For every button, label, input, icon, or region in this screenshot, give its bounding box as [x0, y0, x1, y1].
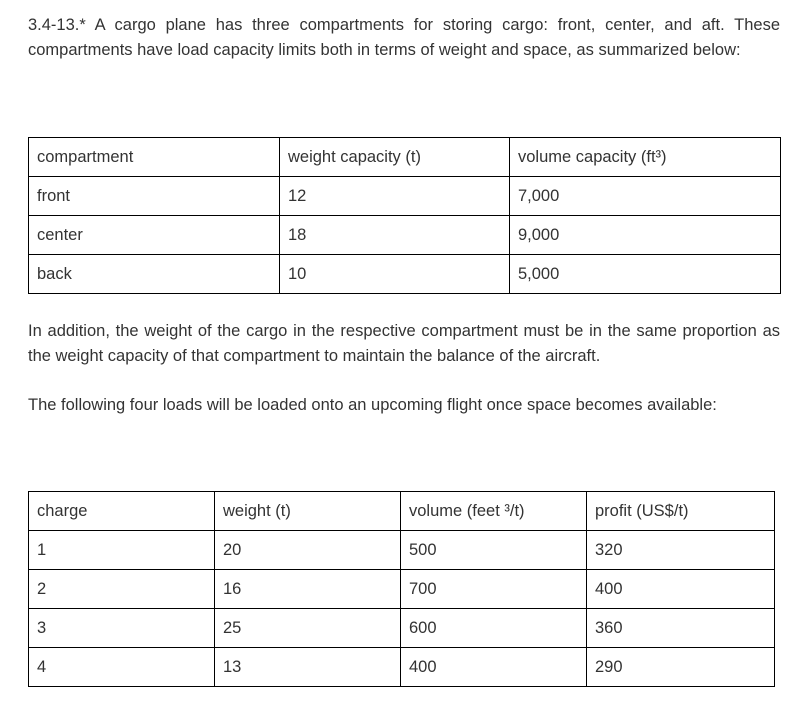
table-cell: 400: [587, 570, 775, 609]
table-cell: center: [29, 216, 280, 255]
table-row: [29, 255, 781, 294]
header-cell: weight capacity (t): [280, 138, 510, 177]
loads-table: [28, 491, 775, 687]
table-cell: 12: [280, 177, 510, 216]
table-row: [29, 609, 775, 648]
balance-paragraph: In addition, the weight of the cargo in the respective compartment must be in the same proportion as the weight capacity of that compartment to maintain the balance of the aircraft.: [28, 322, 780, 365]
table-cell: 4: [29, 648, 215, 687]
table-cell: 16: [215, 570, 401, 609]
table-cell: 20: [215, 531, 401, 570]
table-cell: 18: [280, 216, 510, 255]
table-cell: 600: [401, 609, 587, 648]
table-header-row: [29, 138, 781, 177]
header-cell: profit (US$/t): [587, 492, 775, 531]
table-cell: 1: [29, 531, 215, 570]
loads-intro-paragraph: The following four loads will be loaded onto an upcoming flight once space becomes available:: [28, 396, 717, 414]
intro-paragraph: 3.4-13.* A cargo plane has three compartments for storing cargo: front, center, and aft. These compartments have load capacity limits both in terms of weight and space, as summarized below:: [28, 16, 780, 59]
table-cell: 7,000: [510, 177, 781, 216]
table-cell: front: [29, 177, 280, 216]
table-cell: 5,000: [510, 255, 781, 294]
table-cell: 400: [401, 648, 587, 687]
table-cell: 10: [280, 255, 510, 294]
header-cell: volume capacity (ft³): [510, 138, 781, 177]
header-cell: charge: [29, 492, 215, 531]
table-cell: back: [29, 255, 280, 294]
table-row: [29, 648, 775, 687]
table-cell: 320: [587, 531, 775, 570]
table-cell: 9,000: [510, 216, 781, 255]
table-row: [29, 531, 775, 570]
table-cell: 290: [587, 648, 775, 687]
table-row: [29, 570, 775, 609]
header-cell: volume (feet ³/t): [401, 492, 587, 531]
table-cell: 700: [401, 570, 587, 609]
table-cell: 3: [29, 609, 215, 648]
table-cell: 2: [29, 570, 215, 609]
compartments-table: [28, 137, 781, 294]
table-cell: 500: [401, 531, 587, 570]
table-cell: 360: [587, 609, 775, 648]
header-cell: compartment: [29, 138, 280, 177]
table-cell: 25: [215, 609, 401, 648]
table-row: [29, 177, 781, 216]
table-row: [29, 216, 781, 255]
table-header-row: [29, 492, 775, 531]
table-cell: 13: [215, 648, 401, 687]
header-cell: weight (t): [215, 492, 401, 531]
